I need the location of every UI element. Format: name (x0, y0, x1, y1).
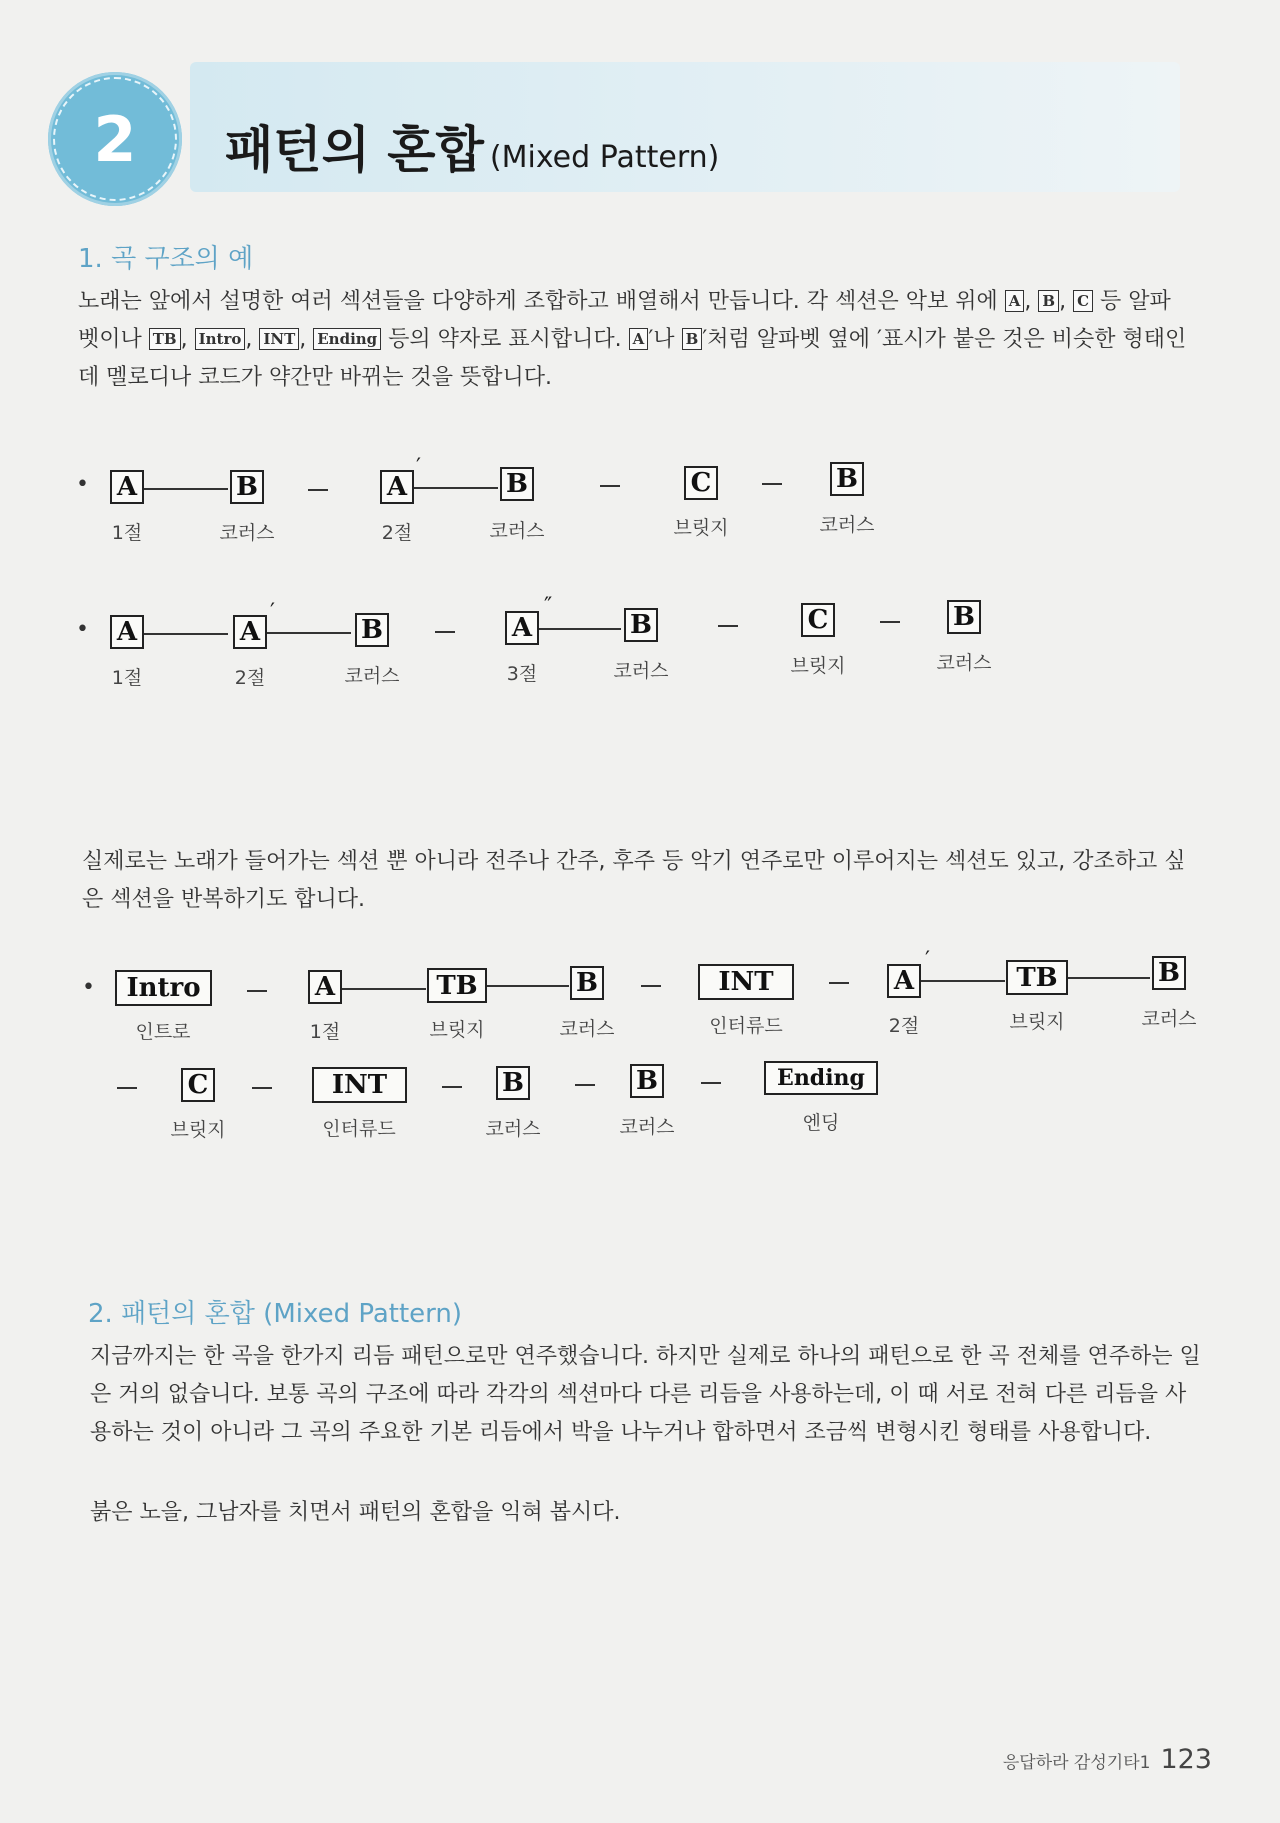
section-box: C (684, 466, 718, 500)
section-2-closing-line: 붉은 노을, 그남자를 치면서 패턴의 혼합을 익혀 봅시다. (90, 1500, 621, 1525)
box-label: 인터류드 (709, 1015, 783, 1037)
section-box: A (233, 615, 267, 649)
inline-box-a-prime: A (629, 328, 649, 350)
connector-line (921, 980, 1005, 982)
section-box: INT (698, 964, 794, 1000)
inline-box-ending: Ending (313, 328, 381, 350)
inline-box-a: A (1005, 290, 1025, 312)
connector-line (342, 988, 426, 990)
separator-dash (442, 1086, 462, 1088)
prime-mark: ′ (270, 600, 275, 625)
para-text: 노래는 앞에서 설명한 여러 섹션들을 다양하게 조합하고 배열해서 만듭니다. 각 섹션은 악보 위에 (78, 289, 1005, 314)
chapter-number: 2 (53, 77, 177, 201)
book-title: 응답하라 감성기타1 (1002, 1753, 1151, 1773)
separator-dash (600, 485, 620, 487)
box-label: 코러스 (219, 522, 275, 544)
box-label: 코러스 (819, 514, 875, 536)
box-label: 엔딩 (802, 1112, 840, 1134)
inline-box-b-prime: B (682, 328, 703, 350)
inline-box-int: INT (259, 328, 299, 350)
inline-box-b: B (1038, 290, 1059, 312)
inline-box-tb: TB (149, 328, 181, 350)
section-box: A (380, 470, 414, 504)
box-label: 2절 (234, 667, 266, 689)
box-label: 코러스 (619, 1116, 675, 1138)
section-box: B (496, 1066, 530, 1100)
box-label: 2절 (381, 522, 413, 544)
box-label: 코러스 (559, 1018, 615, 1040)
section-1-paragraph-2: 실제로는 노래가 들어가는 섹션 뿐 아니라 전주나 간주, 후주 등 악기 연주로만 이루어지는 섹션도 있고, 강조하고 싶은 섹션을 반복하기도 합니다. (82, 849, 1186, 912)
para-text: , (299, 327, 314, 352)
connector-line (144, 488, 228, 490)
separator-dash (575, 1084, 595, 1086)
separator-dash (718, 625, 738, 627)
section-box: Ending (764, 1061, 878, 1095)
box-label: 브릿지 (673, 517, 729, 539)
section-box: B (570, 966, 604, 1000)
separator-dash (701, 1082, 721, 1084)
box-label: 코러스 (344, 665, 400, 687)
section-box: TB (1006, 960, 1068, 995)
separator-dash (762, 483, 782, 485)
separator-dash (308, 489, 328, 491)
section-box: A (110, 615, 144, 649)
connector-line (144, 633, 228, 635)
inline-box-c: C (1073, 290, 1093, 312)
para-text: , (1059, 289, 1074, 314)
title-english: (Mixed Pattern) (489, 140, 720, 175)
box-label: 인터류드 (322, 1118, 396, 1140)
bullet: • (82, 975, 95, 1000)
section-box: Intro (115, 970, 212, 1006)
box-label: 브릿지 (170, 1119, 226, 1141)
box-label: 코러스 (1141, 1008, 1197, 1030)
separator-dash (829, 982, 849, 984)
section-box: B (830, 462, 864, 496)
separator-dash (435, 631, 455, 633)
box-label: 2절 (888, 1015, 920, 1037)
para-text: , (245, 327, 260, 352)
para-text: ′나 (648, 327, 682, 352)
box-label: 코러스 (613, 660, 669, 682)
section-box: B (947, 600, 981, 634)
separator-dash (252, 1087, 272, 1089)
box-label: 브릿지 (429, 1019, 485, 1041)
section-box: C (181, 1068, 215, 1102)
section-1-intro-paragraph (78, 283, 1190, 397)
prime-mark: ′ (925, 948, 930, 973)
box-label: 1절 (111, 667, 143, 689)
box-label: 코러스 (485, 1118, 541, 1140)
connector-line (487, 985, 569, 987)
box-label: 1절 (309, 1021, 341, 1043)
separator-dash (641, 985, 661, 987)
section-box: INT (312, 1067, 407, 1103)
box-label: 브릿지 (1009, 1011, 1065, 1033)
double-prime-mark: ″ (544, 594, 553, 619)
box-label: 브릿지 (790, 655, 846, 677)
section-box: A (887, 964, 921, 998)
section-box: B (355, 613, 389, 647)
box-label: 인트로 (135, 1021, 191, 1043)
section-box: A (308, 970, 342, 1004)
box-label: 3절 (506, 663, 538, 685)
section-2-heading: 2. 패턴의 혼합 (Mixed Pattern) (88, 1299, 463, 1329)
bullet: • (76, 617, 89, 642)
prime-mark: ′ (416, 455, 421, 480)
para-text: 등의 약자로 표시합니다. (381, 327, 629, 352)
section-box: B (500, 467, 534, 501)
para-text: , (1024, 289, 1039, 314)
page-number: 123 (1160, 1744, 1212, 1775)
separator-dash (247, 990, 267, 992)
para-text: , (180, 327, 195, 352)
section-2-paragraph: 지금까지는 한 곡을 한가지 리듬 패턴으로만 연주했습니다. 하지만 실제로 하나의 패턴으로 한 곡 전체를 연주하는 일은 거의 없습니다. 보통 곡의 구조에 따라 각각의 섹션마다 다른 리듬을 사용하는데, 이 때 서로 전혀 다른 리듬을 사용하는 것이 아니라 그 곡의 주요한 기본 리듬에서 박을 나누거나 합하면서 조금씩 변형시킨 형태를 사용합니다. (90, 1344, 1201, 1445)
separator-dash (117, 1087, 137, 1089)
section-box: C (801, 603, 835, 637)
section-box: B (630, 1064, 664, 1098)
section-box: B (624, 608, 658, 642)
box-label: 코러스 (489, 520, 545, 542)
section-box: B (1152, 956, 1186, 990)
bullet: • (76, 472, 89, 497)
section-box: A (505, 611, 539, 645)
page-footer (1003, 1744, 1212, 1775)
connector-line (414, 487, 498, 489)
section-1-heading: 1. 곡 구조의 예 (78, 244, 254, 274)
section-box: TB (427, 968, 487, 1003)
inline-box-intro: Intro (195, 328, 246, 350)
connector-line (267, 632, 351, 634)
separator-dash (880, 621, 900, 623)
page-title (225, 110, 719, 182)
section-box: B (230, 470, 264, 504)
para-text: ′처럼 알파벳 옆에 ′표시가 붙은 것은 비슷한 형태인데 멜로디나 코드가 약간만 바뀌는 것을 뜻합니다. (78, 327, 1187, 390)
box-label: 1절 (111, 522, 143, 544)
para-text: 등 알파벳이나 (78, 289, 1171, 352)
title-korean: 패턴의 혼합 (225, 121, 484, 179)
box-label: 코러스 (936, 652, 992, 674)
section-box: A (110, 470, 144, 504)
connector-line (1068, 977, 1150, 979)
chapter-badge (48, 72, 182, 206)
connector-line (539, 628, 621, 630)
